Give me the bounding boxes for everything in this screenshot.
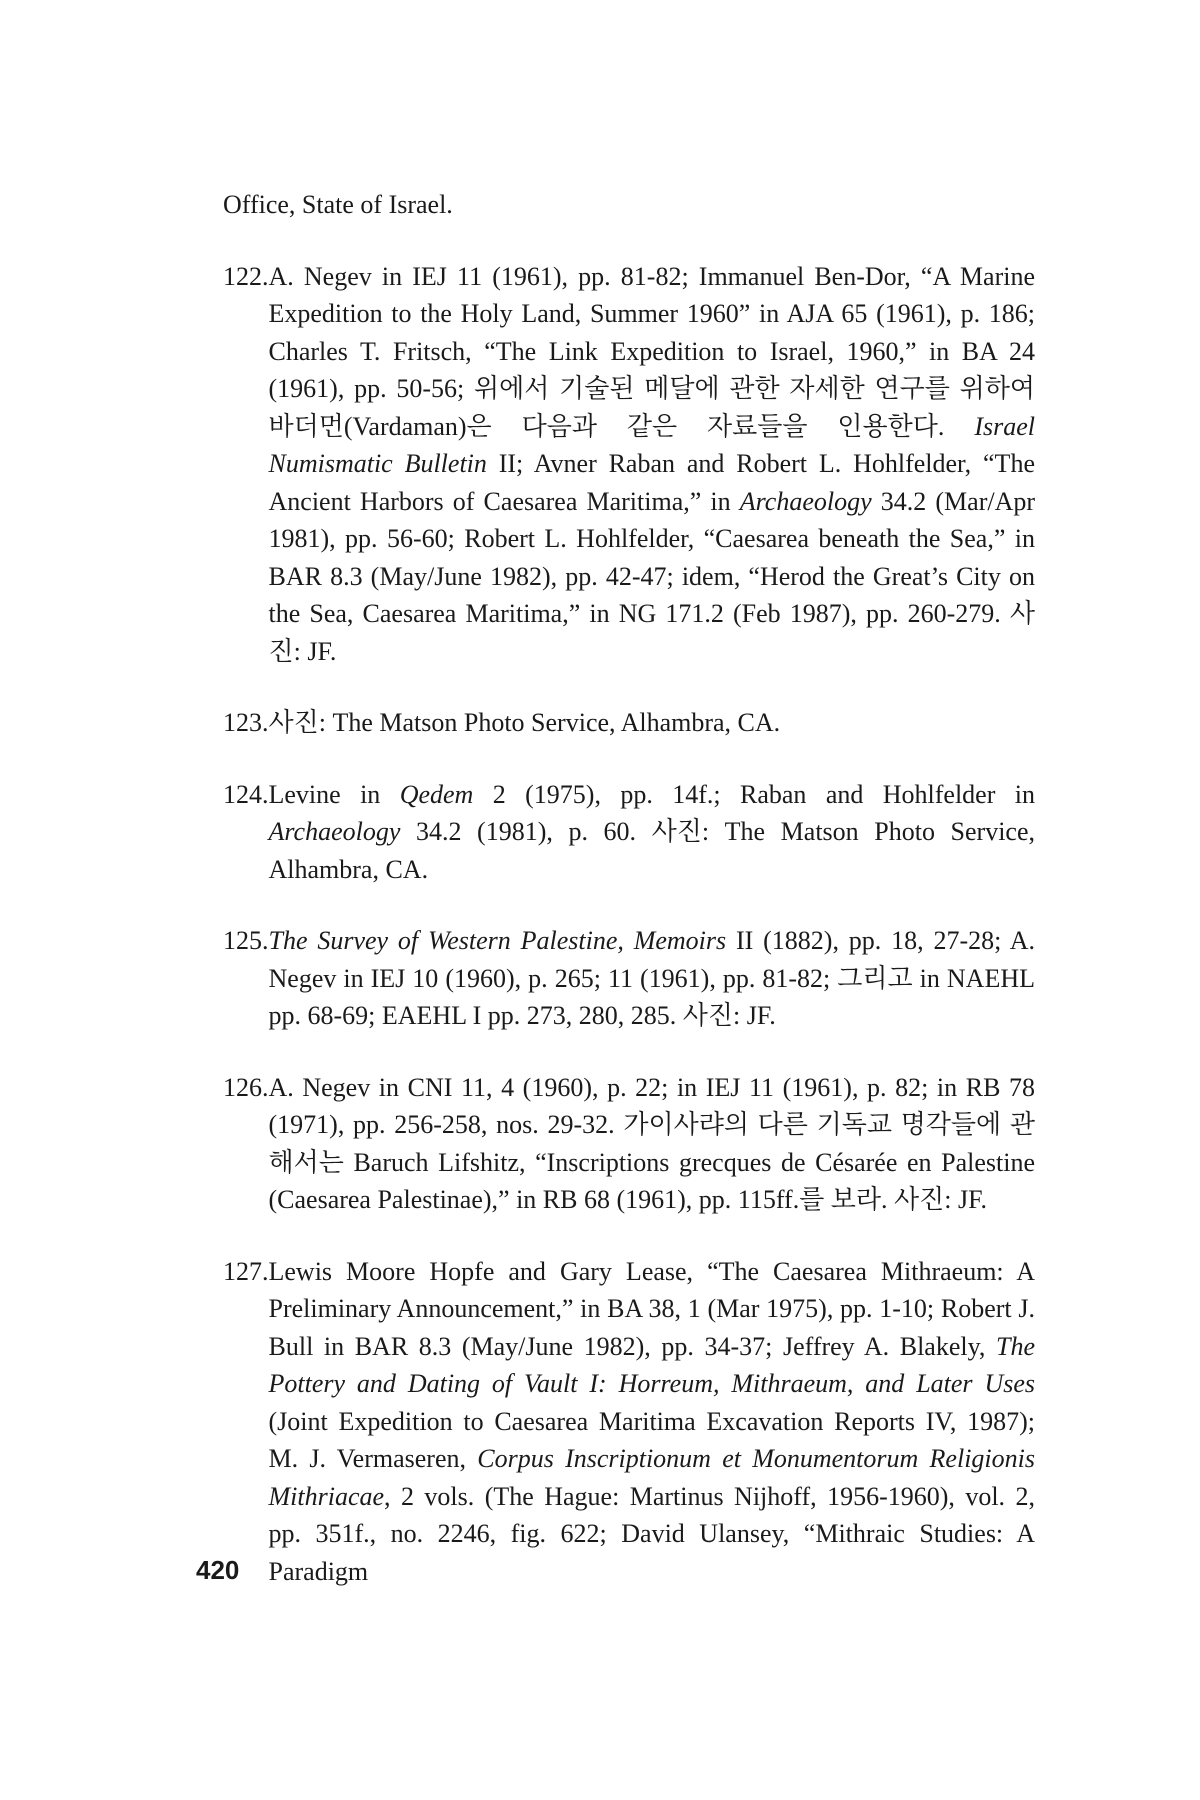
- note-number: 122.: [223, 261, 269, 291]
- note-text-segment: 34.2 (1981), p. 60. 사진: The Matson Photo Service, Alhambra, CA.: [268, 817, 1035, 884]
- note-text: [269, 776, 1036, 889]
- page-number: 420: [196, 1555, 240, 1585]
- note-text-segment: , 2 vols. (The Hague: Martinus Nijhoff, 1956-1960), vol. 2, pp. 351f., no. 2246, fig. 622; David Ulansey, “Mithraic Studies: A Paradigm: [268, 1481, 1035, 1586]
- endnote: [223, 704, 1035, 742]
- note-text-segment: II; Avner Raban and Robert L. Hohlfelder, “The Ancient Harbors of Caesarea Maritima,” in: [268, 449, 1035, 516]
- italic-title: Archaeology: [739, 486, 872, 516]
- note-number: 124.: [223, 779, 269, 809]
- note-text-segment: Lewis Moore Hopfe and Gary Lease, “The Caesarea Mithraeum: A Preliminary Announcement,” in BA 38, 1 (Mar 1975), pp. 1-10; Robert J. Bull in BAR 8.3 (May/June 1982), pp. 34-37; Jeffrey A. Blakely,: [268, 1256, 1035, 1361]
- note-text-segment: Levine in: [268, 779, 400, 809]
- italic-title: Archaeology: [268, 817, 401, 846]
- endnote: [223, 1253, 1035, 1591]
- endnote: [223, 258, 1035, 671]
- note-text-segment: 사진: The Matson Photo Service, Alhambra, CA.: [268, 708, 781, 737]
- note-text: [269, 258, 1036, 671]
- note-text: [269, 922, 1036, 1035]
- note-number: 127.: [223, 1256, 269, 1286]
- note-text-segment: A. Negev in CNI 11, 4 (1960), p. 22; in IEJ 11 (1961), p. 82; in RB 78 (1971), pp. 256-258, nos. 29-32. 가이사랴의 다른 기독교 명각들에 관해서는 Baruch Lifshitz, “Inscriptions grecques de Césarée en Palestine (Caesarea Palestinae),” in RB 68 (1961), pp. 115ff.를 보라. 사진: JF.: [268, 1072, 1035, 1214]
- continuation-text: Office, State of Israel.: [223, 190, 453, 219]
- note-number: 125.: [223, 926, 269, 955]
- note-text-segment: A. Negev in IEJ 11 (1961), pp. 81-82; Immanuel Ben-Dor, “A Marine Expedition to the Holy Land, Summer 1960” in AJA 65 (1961), p. 186; Charles T. Fritsch, “The Link Expedition to Israel, 1960,” in BA 24 (1961), pp. 50-56; 위에서 기술된 메달에 관한 자세한 연구를 위하여 바더먼(Vardaman)은 다음과 같은 자료들을 인용한다.: [268, 261, 1035, 441]
- endnote: [223, 922, 1035, 1035]
- notes-list: [223, 258, 1035, 1591]
- endnotes: [223, 186, 1035, 1624]
- italic-title: The Survey of Western Palestine, Memoirs: [268, 926, 727, 955]
- note-text: [269, 1253, 1036, 1591]
- italic-title: Israel Numismatic Bulletin: [268, 411, 1035, 478]
- note-text: [269, 704, 1036, 742]
- endnote: [223, 1069, 1035, 1219]
- italic-title: Qedem: [399, 779, 474, 809]
- note-text-segment: II (1882), pp. 18, 27-28; A. Negev in IEJ 10 (1960), p. 265; 11 (1961), pp. 81-82; 그리고 in NAEHL pp. 68-69; EAEHL I pp. 273, 280, 285. 사진: JF.: [268, 926, 1035, 1030]
- italic-title: Corpus Inscriptionum et Monumentorum Religionis Mithriacae: [268, 1444, 1035, 1511]
- note-number: 123.: [223, 708, 269, 737]
- note-text-segment: 34.2 (Mar/Apr 1981), pp. 56-60; Robert L. Hohlfelder, “Caesarea beneath the Sea,” in BAR 8.3 (May/June 1982), pp. 42-47; idem, “Herod the Great’s City on the Sea, Caesarea Maritima,” in NG 171.2 (Feb 1987), pp. 260-279. 사진: JF.: [268, 486, 1036, 666]
- note-text-segment: 2 (1975), pp. 14f.; Raban and Hohlfelder in: [473, 779, 1035, 809]
- italic-title: The Pottery and Dating of Vault I: Horreum, Mithraeum, and Later Uses: [268, 1331, 1035, 1398]
- note-number: 126.: [223, 1072, 269, 1102]
- note-text: [269, 1069, 1036, 1219]
- endnote: [223, 776, 1035, 889]
- note-text-segment: (Joint Expedition to Caesarea Maritima Excavation Reports IV, 1987); M. J. Vermaseren,: [268, 1406, 1035, 1473]
